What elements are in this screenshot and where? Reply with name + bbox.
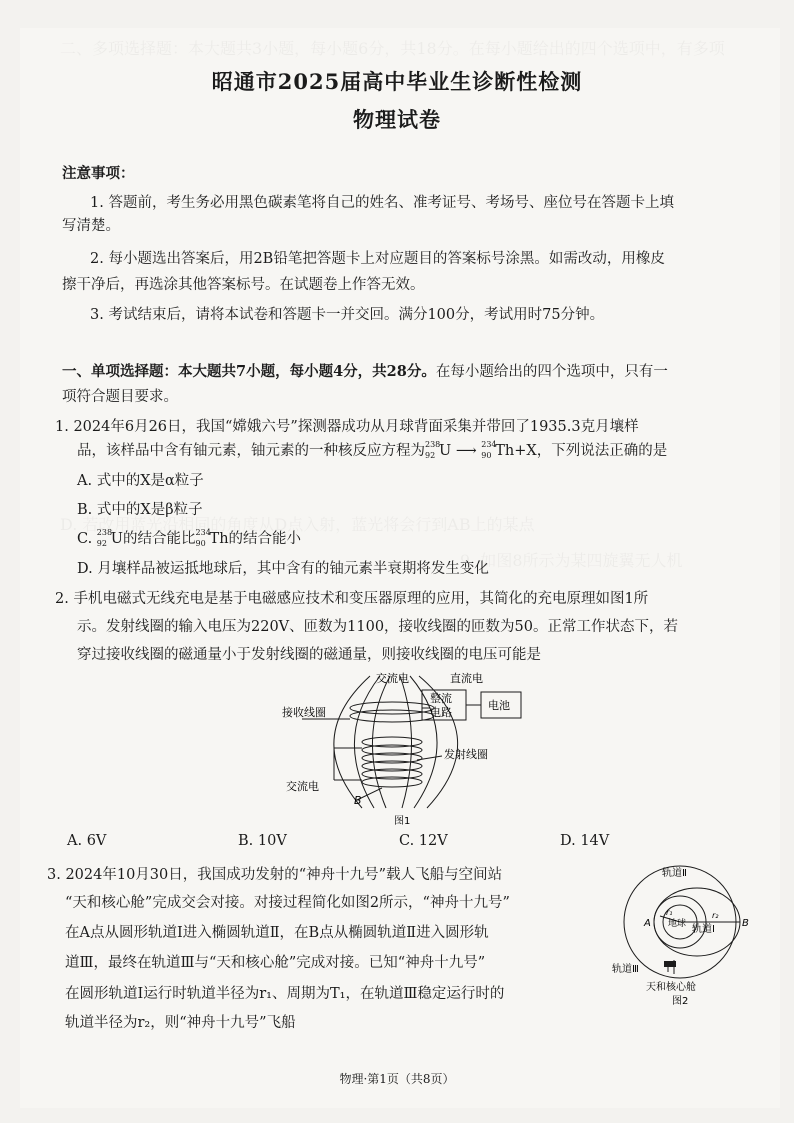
q3-stem-line5: 在圆形轨道Ⅰ运行时轨道半径为r₁、周期为T₁，在轨道Ⅲ稳定运行时的	[65, 986, 505, 1002]
q1-option-a: A. 式中的X是α粒子	[77, 473, 204, 489]
q3-stem-line1: 3. 2024年10月30日，我国成功发射的“神舟十九号”载人飞船与空间站	[47, 867, 503, 883]
figure-1-wireless-charger	[262, 668, 562, 828]
q2-option-d: D. 14V	[560, 833, 610, 849]
q1-stem-pre: 品，该样品中含有铀元素，铀元素的一种核反应方程为	[77, 443, 425, 459]
space-station-icon	[664, 961, 676, 967]
q2-stem-line1: 2. 手机电磁式无线充电是基于电磁感应技术和变压器原理的应用，其简化的充电原理如图1所	[55, 591, 649, 607]
q1-stem-line1: 1. 2024年6月26日，我国“嫦娥六号”探测器成功从月球背面采集并带回了1935.3克月壤样	[55, 419, 639, 435]
fig1-rectifier-label: 整流	[430, 692, 452, 705]
th-nuclide-index	[196, 529, 210, 550]
page-footer: 物理·第1页（共8页）	[339, 1072, 455, 1086]
th-atomic-number: 90	[195, 539, 206, 548]
reaction-arrow: ⟶	[455, 443, 477, 459]
q1-option-b: B. 式中的X是β粒子	[77, 502, 203, 518]
exam-subtitle: 物理试卷	[353, 107, 441, 132]
fig2-earth-label: 地球	[668, 919, 687, 929]
figure-2-orbits	[612, 862, 762, 1017]
u-symbol: U	[439, 443, 452, 459]
note-line: 写清楚。	[62, 218, 120, 234]
fig1-ac-bottom-label: 交流电	[286, 780, 319, 793]
q3-stem-line4: 道Ⅲ，最终在轨道Ⅲ与“天和核心舱”完成对接。已知“神舟十九号”	[65, 955, 486, 971]
u-nuclide-index	[97, 529, 111, 550]
fig1-caption: 图1	[394, 816, 411, 827]
q1-option-d: D. 月壤样品被运抵地球后，其中含有的铀元素半衰期将发生变化	[77, 561, 489, 577]
section-heading-bold: 一、单项选择题：本大题共7小题，每小题4分，共28分。	[62, 363, 436, 380]
q2-option-b: B. 10V	[238, 833, 287, 849]
fig2-orbit2-label: 轨道Ⅱ	[662, 868, 687, 879]
fig1-receive-coil-label: 接收线圈	[282, 706, 326, 719]
fig2-orbit1-label: 轨道Ⅰ	[692, 924, 715, 935]
section-heading-line2: 项符合题目要求。	[62, 389, 178, 405]
notes-heading: 注意事项：	[62, 165, 135, 182]
q2-option-a: A. 6V	[67, 833, 107, 849]
fig1-ac-top-label: 交流电	[376, 672, 409, 685]
u-symbol: U	[110, 531, 124, 547]
fig1-transmit-coil-label: 发射线圈	[444, 748, 488, 761]
th-nuclide-index	[481, 441, 495, 462]
q2-option-c: C. 12V	[399, 833, 448, 849]
q1-option-c-label: C.	[77, 531, 93, 547]
th-mass-number: 234	[481, 440, 497, 449]
note-line: 擦干净后，再选涂其他答案标号。在试题卷上作答无效。	[62, 277, 425, 293]
q1-option-c-mid: 的结合能比	[123, 531, 196, 547]
th-symbol: Th+X	[495, 443, 537, 459]
fig2-point-b: B	[742, 918, 749, 929]
fig2-station-label: 天和核心舱	[646, 982, 696, 993]
fig2-orbit3-label: 轨道Ⅲ	[612, 964, 639, 975]
u-mass-number: 238	[96, 528, 113, 537]
q3-stem-line6: 轨道半径为r₂，则“神舟十九号”飞船	[65, 1015, 296, 1031]
fig1-rectifier-label: 电路	[430, 706, 452, 719]
th-atomic-number: 90	[481, 451, 492, 460]
fig2-r2-label: r₂	[712, 911, 719, 920]
note-line: 1. 答题前，考生务必用黑色碳素笔将自己的姓名、准考证号、考场号、座位号在答题卡上填	[90, 195, 674, 211]
exam-title: 昭通市2025届高中毕业生诊断性检测	[211, 69, 583, 94]
fig1-b-label: B	[354, 794, 362, 807]
q3-stem-line3: 在A点从圆形轨道Ⅰ进入椭圆轨道Ⅱ，在B点从椭圆轨道Ⅱ进入圆形轨	[65, 925, 489, 941]
q1-option-c-post: 的结合能小	[228, 531, 302, 547]
fig1-battery-label: 电池	[488, 699, 510, 712]
q3-stem-line2: “天和核心舱”完成交会对接。对接过程简化如图2所示，“神舟十九号”	[65, 895, 510, 911]
fig1-dc-label: 直流电	[450, 672, 483, 685]
note-line: 3. 考试结束后，请将本试卷和答题卡一并交回。满分100分，考试用时75分钟。	[90, 307, 605, 323]
fig2-caption: 图2	[672, 996, 689, 1007]
note-line: 2. 每小题选出答案后，用2B铅笔把答题卡上对应题目的答案标号涂黑。如需改动，用橡皮	[90, 251, 665, 267]
u-mass-number: 238	[425, 440, 441, 449]
q2-stem-line2: 示。发射线圈的输入电压为220V、匝数为1100，接收线圈的匝数为50。正常工作状态下，若	[77, 619, 678, 635]
u-nuclide-index	[425, 441, 439, 462]
fig2-point-a: A	[644, 918, 651, 929]
u-atomic-number: 92	[96, 539, 107, 548]
q1-option-c: C. 238 92 U的结合能比 234 90 Th的结合能小	[77, 528, 302, 548]
q1-stem-line2	[77, 441, 667, 462]
fig2-r1-label: r₁	[666, 908, 673, 917]
u-atomic-number: 92	[425, 451, 436, 460]
q2-stem-line3: 穿过接收线圈的磁通量小于发射线圈的磁通量，则接收线圈的电压可能是	[77, 647, 541, 663]
th-mass-number: 234	[195, 528, 211, 537]
section-heading	[62, 361, 668, 383]
section-heading-rest: 在每小题给出的四个选项中，只有一	[435, 364, 668, 380]
q1-stem-post: ，下列说法正确的是	[536, 443, 668, 459]
